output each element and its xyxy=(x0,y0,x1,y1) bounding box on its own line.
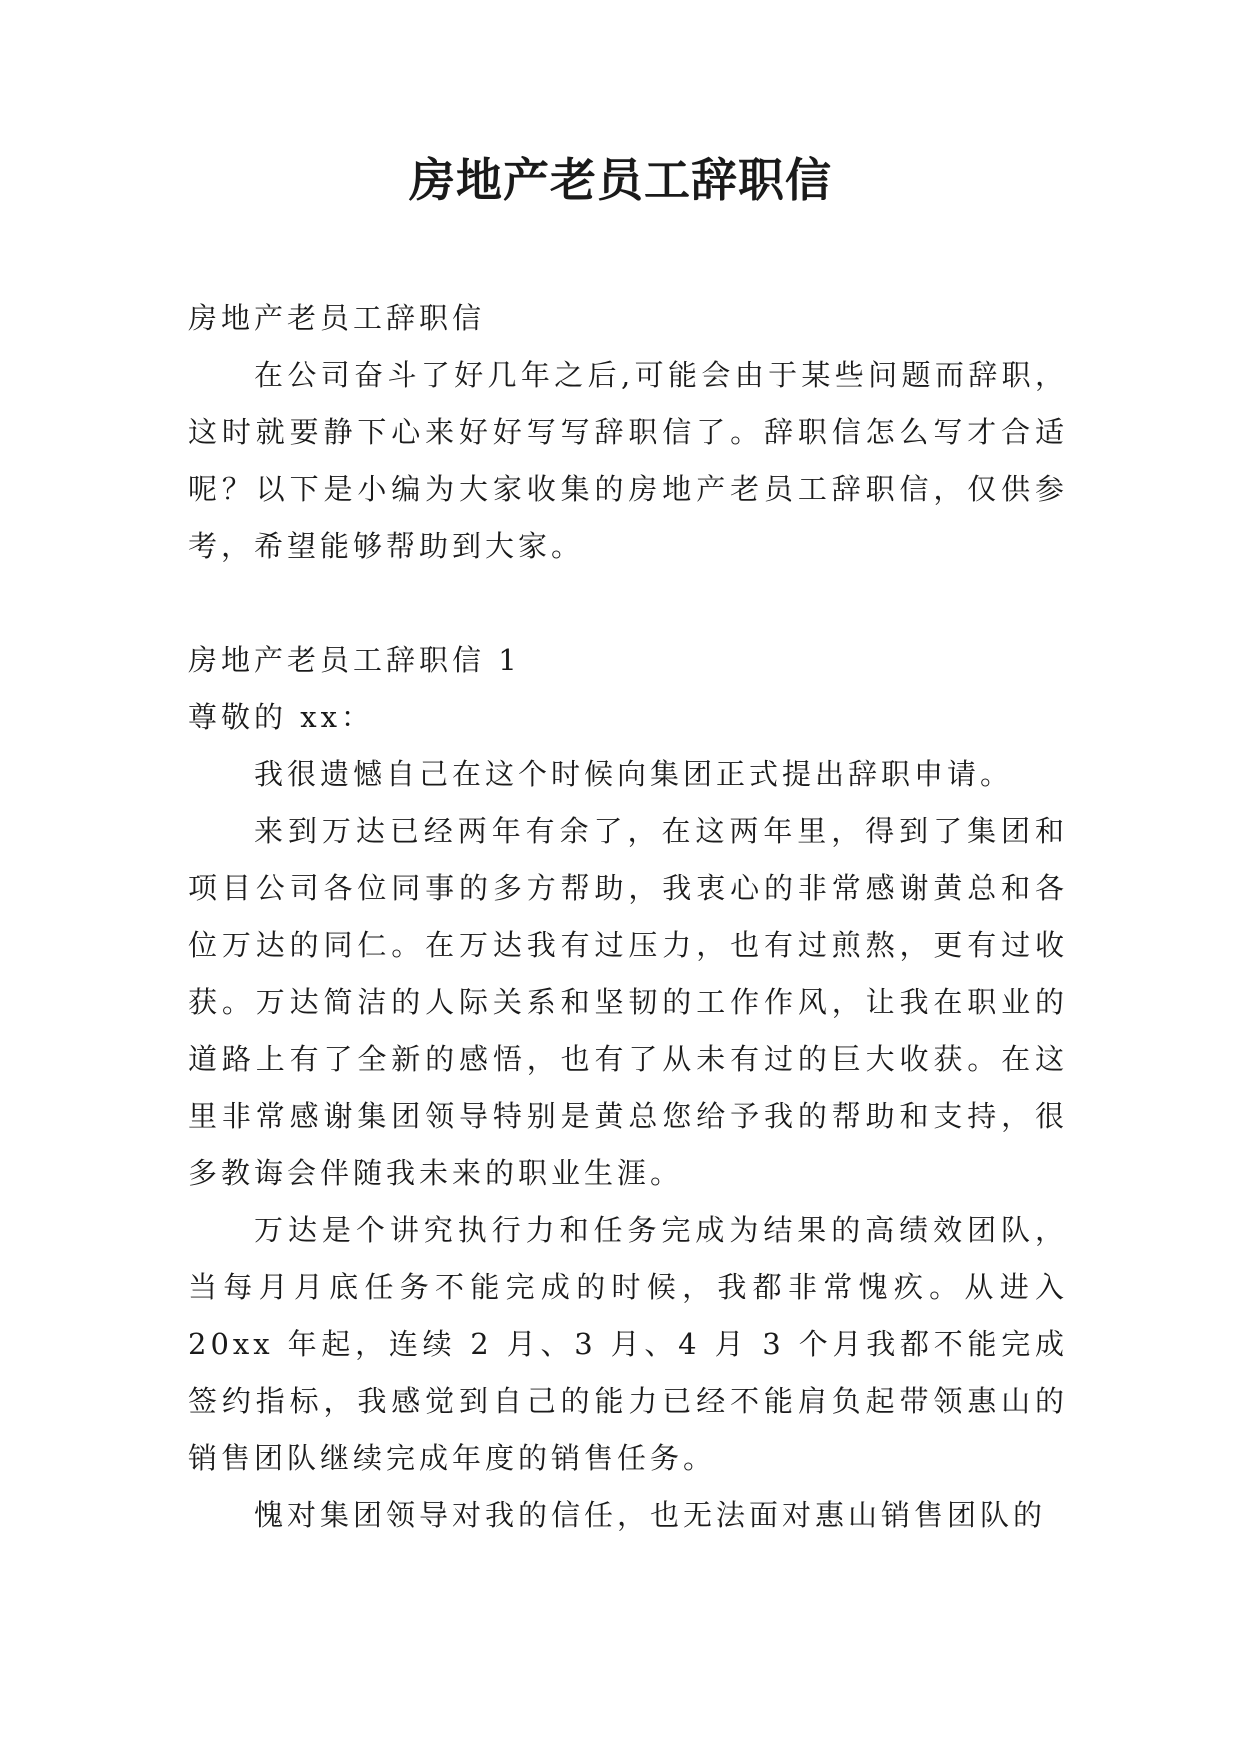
intro-paragraph: 在公司奋斗了好几年之后,可能会由于某些问题而辞职，这时就要静下心来好好写写辞职信了。辞职信怎么写才合适呢？以下是小编为大家收集的房地产老员工辞职信，仅供参考，希望能够帮助到大家。 xyxy=(188,358,1068,563)
body-paragraph: 来到万达已经两年有余了，在这两年里，得到了集团和项目公司各位同事的多方帮助，我衷心的非常感谢黄总和各位万达的同仁。在万达我有过压力，也有过煎熬，更有过收获。万达简洁的人际关系和坚韧的工作作风，让我在职业的道路上有了全新的感悟，也有了从未有过的巨大收获。在这里非常感谢集团领导特别是黄总您给予我的帮助和支持，很多教诲会伴随我未来的职业生涯。 xyxy=(188,814,1068,1190)
document-body xyxy=(188,290,1068,1544)
letter-heading: 房地产老员工辞职信 1 xyxy=(188,643,521,677)
body-paragraph: 我很遗憾自己在这个时候向集团正式提出辞职申请。 xyxy=(254,757,1014,791)
document-subtitle: 房地产老员工辞职信 xyxy=(188,301,486,335)
document-title: 房地产老员工辞职信 xyxy=(409,153,832,207)
salutation: 尊敬的 xx： xyxy=(188,700,374,734)
paragraph-spacer xyxy=(188,575,1068,632)
body-paragraph: 愧对集团领导对我的信任，也无法面对惠山销售团队的 xyxy=(254,1498,1047,1532)
body-paragraph: 万达是个讲究执行力和任务完成为结果的高绩效团队，当每月月底任务不能完成的时候，我都非常愧疚。从进入 20xx 年起，连续 2 月、3 月、4 月 3 个月我都不能完成签约指标，我感觉到自己的能力已经不能肩负起带领惠山的销售团队继续完成年度的销售任务。 xyxy=(188,1213,1068,1475)
